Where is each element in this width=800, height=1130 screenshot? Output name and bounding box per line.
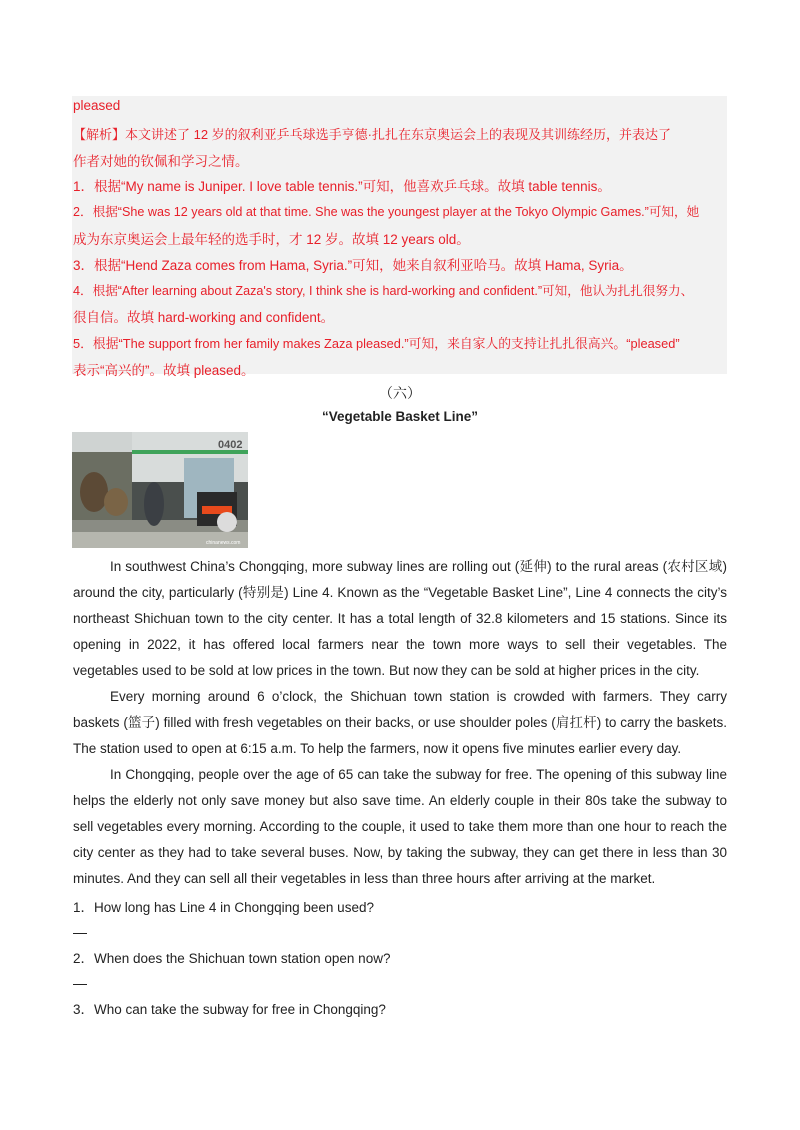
subway-photo-illustration: [72, 432, 248, 548]
question-1: 1．How long has Line 4 in Chongqing been used?: [73, 900, 374, 915]
question-3: 3．Who can take the subway for free in Chongqing?: [73, 1002, 386, 1017]
passage-title: “Vegetable Basket Line”: [321, 409, 479, 424]
passage-p3-text: In Chongqing, people over the age of 65 can take the subway for free. The opening of this subway line helps the elderly not only save money but also save time. An elderly couple in their 80s take the subway to sell vegetables every morning. According to the couple, it used to take them more than one hour to reach the city center as they had to take several buses. Now, by taking the subway, they can get there in less than 30 minutes. And they can sell all their vegetables in less than three hours after arriving at the market.: [73, 767, 727, 886]
answer-item-3: 3．根据“Hend Zaza comes from Hama, Syria.”可知，她来自叙利亚哈马。故填 Hama, Syria。: [73, 258, 633, 273]
answer-blank-2[interactable]: [73, 984, 87, 985]
answer-blank-1[interactable]: [73, 933, 87, 934]
answer-item-5-line-1: 5．根据“The support from her family makes Zaza pleased.”可知，来自家人的支持让扎扎很高兴。“pleased”: [73, 336, 680, 351]
answer-item-2-line-2: 成为东京奥运会上最年轻的选手时，才 12 岁。故填 12 years old。: [73, 232, 470, 247]
passage-paragraph-2: [73, 684, 727, 762]
section-number: （六）: [379, 386, 421, 402]
passage-paragraph-3: [73, 762, 727, 892]
passage-p2-text: Every morning around 6 o’clock, the Shichuan town station is crowded with farmers. They carry baskets (篮子) filled with fresh vegetables on their backs, or use shoulder poles (肩扛杆) to carry the baskets. The station used to open at 6:15 a.m. To help the farmers, now it opens five minutes earlier every day.: [73, 689, 727, 756]
passage-p1-text: In southwest China’s Chongqing, more subway lines are rolling out (延伸) to the rural areas (农村区域) around the city, particularly (特别是) Line 4. Known as the “Vegetable Basket Line”, Line 4 connects the city’s northeast Shichuan town to the city center. It has a total length of 32.8 kilometers and 15 stations. Since its opening in 2022, it has offered local farmers near the town more ways to sell their vegetables. The vegetables used to be sold at low prices in the town. But now they can be sold at higher prices in the city.: [73, 559, 727, 678]
answer-item-4-line-2: 很自信。故填 hard-working and confident。: [73, 310, 335, 325]
question-2: 2．When does the Shichuan town station open now?: [73, 951, 391, 966]
photo-watermark: chinanews.com: [206, 540, 241, 546]
previous-answer: pleased: [73, 98, 121, 113]
subway-photo: [72, 432, 248, 548]
answer-item-5-line-2: 表示“高兴的”。故填 pleased。: [73, 363, 255, 378]
answer-item-2-line-1: 2．根据“She was 12 years old at that time. She was the youngest player at the Tokyo Olympic Games.”可知，她: [73, 205, 700, 219]
answer-item-1: 1．根据“My name is Juniper. I love table tennis.”可知，他喜欢乒乓球。故填 table tennis。: [73, 179, 611, 194]
train-number-label: 0402: [218, 439, 243, 451]
analysis-line-2: 作者对她的钦佩和学习之情。: [73, 154, 249, 169]
analysis-line-1: 【解析】本文讲述了 12 岁的叙利亚乒乓球选手亨德·扎扎在东京奥运会上的表现及其训练经历，并表达了: [73, 127, 672, 142]
answer-item-4-line-1: 4．根据“After learning about Zaza's story, I think she is hard-working and confident.”可知，他认为扎扎很努力、: [73, 284, 694, 298]
passage-paragraph-1: [73, 554, 727, 684]
